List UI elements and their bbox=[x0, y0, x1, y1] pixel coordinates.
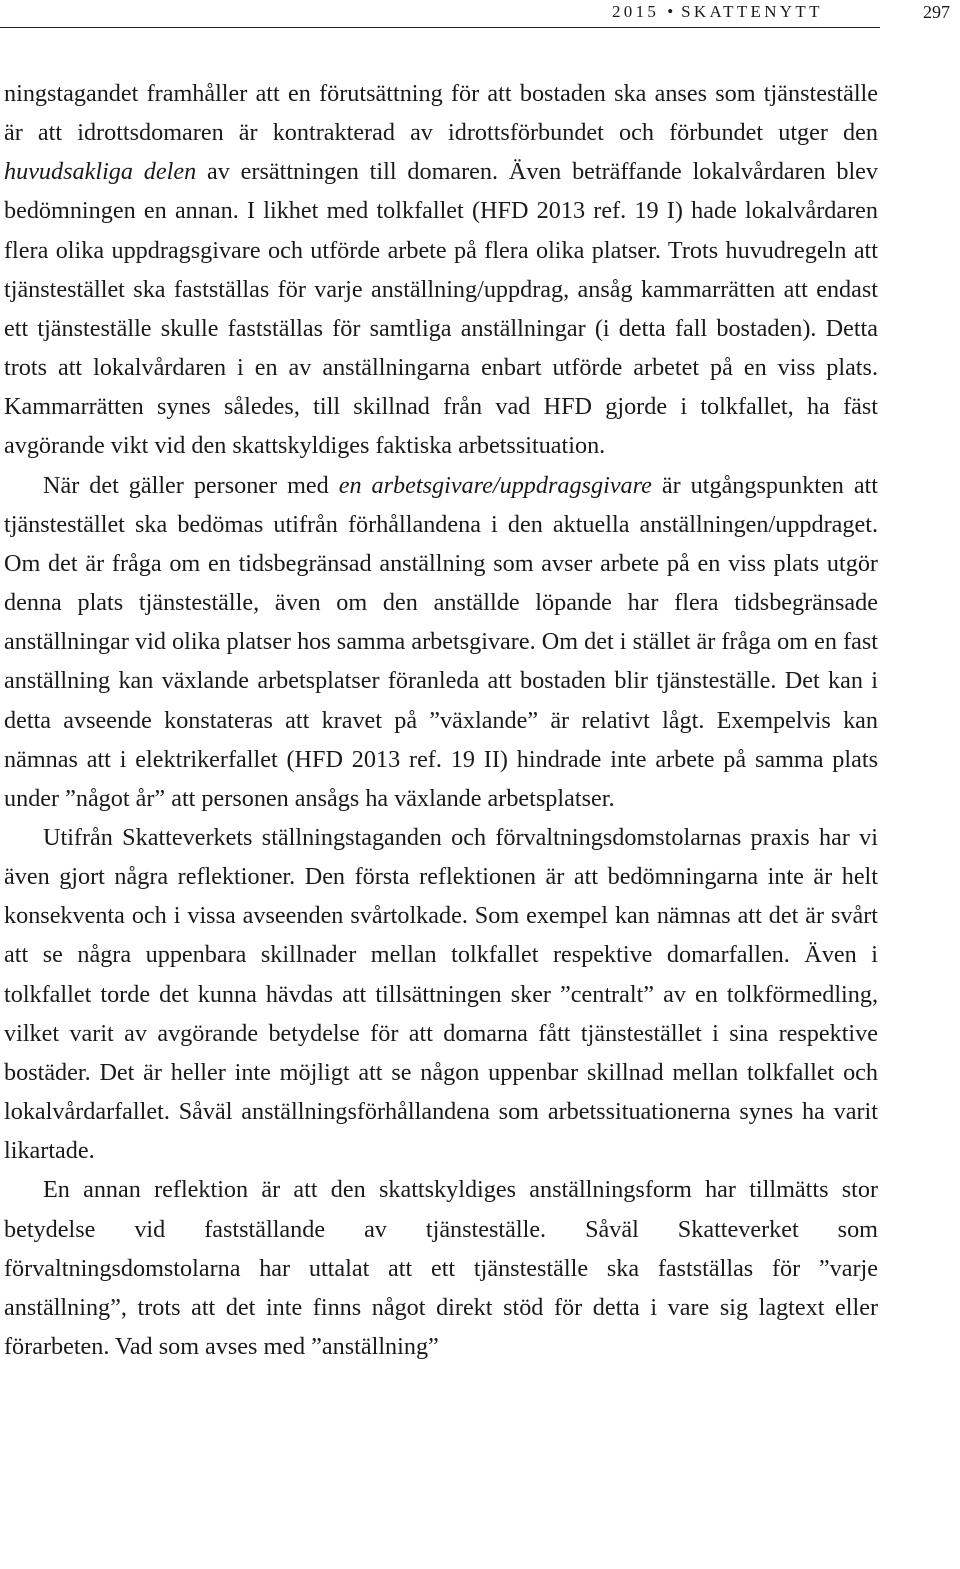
running-head bbox=[612, 0, 823, 24]
emphasis-text: en arbetsgivare/uppdragsgivare bbox=[338, 471, 652, 499]
paragraph bbox=[4, 466, 878, 818]
paragraph-text: En annan reflektion är att den skattskyldiges anställningsform har tillmätts stor betydelse vid fastställande av tjänsteställe. Såväl Skatteverket som förvaltningsdomstolarna har uttalat att ett tjänsteställe ska fastställas för ”varje anställning”, trots att det inte finns något direkt stöd för detta i vare sig lagtext eller förarbeten. Vad som avses med ”anställning” bbox=[4, 1176, 878, 1360]
paragraph-text: ningstagandet framhåller att en förutsättning för att bostaden ska anses som tjänsteställe är att idrottsdomaren är kontrakterad av idrottsförbundet och förbundet utger den bbox=[4, 80, 878, 147]
running-head-journal: SKATTENYTT bbox=[681, 2, 823, 21]
paragraph-text: När det gäller personer med bbox=[43, 471, 339, 499]
paragraph bbox=[4, 1170, 878, 1366]
header-rule bbox=[0, 27, 880, 28]
paragraph-text: är utgångspunkten att tjänstestället ska bedömas utifrån förhållandena i den aktuella anställningen/uppdraget. Om det är fråga om en tidsbegränsad anställning som avser arbete på en viss plats utgör denna plats tjänsteställe, även om den anställde löpande har flera tidsbegränsade anställningar vid olika platser hos samma arbetsgivare. Om det i stället är fråga om en fast anställning kan växlande arbetsplatser föranleda att bostaden blir tjänsteställe. Det kan i detta avseende konstateras att kravet på ”växlande” är relativt lågt. Exempelvis kan nämnas att i elektrikerfallet (HFD 2013 ref. 19 II) hindrade inte arbete på samma plats under ”något år” att personen ansågs ha växlande arbetsplatser. bbox=[4, 471, 878, 812]
paragraph-text: av ersättningen till domaren. Även beträffande lokalvårdaren blev bedömningen en annan. I likhet med tolkfallet (HFD 2013 ref. 19 I) hade lokalvårdaren flera olika uppdragsgivare och utförde arbete på flera olika platser. Trots huvudregeln att tjänstestället ska fastställas för varje anställning/uppdrag, ansåg kammarrätten att endast ett tjänsteställe skulle fastställas för samtliga anställningar (i detta fall bostaden). Detta trots att lokalvårdaren i en av anställningarna enbart utförde arbetet på en viss plats. Kammarrätten synes således, till skillnad från vad HFD gjorde i tolkfallet, ha fäst avgörande vikt vid den skattskyldiges faktiska arbetssituation. bbox=[4, 158, 878, 460]
paragraph bbox=[4, 818, 878, 1170]
page-number: 297 bbox=[923, 2, 950, 22]
running-head-year: 2015 bbox=[612, 2, 660, 21]
bullet-separator-icon: • bbox=[667, 2, 674, 21]
emphasis-text: huvudsakliga delen bbox=[4, 158, 197, 186]
paragraph bbox=[4, 74, 878, 466]
paragraph-text: Utifrån Skatteverkets ställningstaganden och förvaltningsdomstolarnas praxis har vi även gjort några reflektioner. Den första reflektionen är att bedömningarna inte är helt konsekventa och i vissa avseenden svårtolkade. Som exempel kan nämnas att det är svårt att se några uppenbara skillnader mellan tolkfallet respektive domarfallen. Även i tolkfallet torde det kunna hävdas att tillsättningen sker ”centralt” av en tolkförmedling, vilket varit av avgörande betydelse för att domarna fått tjänstestället i sina respektive bostäder. Det är heller inte möjligt att se någon uppenbar skillnad mellan tolkfallet och lokalvårdarfallet. Såväl anställningsförhållandena som arbetssituationerna synes ha varit likartade. bbox=[4, 823, 878, 1165]
running-header bbox=[0, 0, 960, 30]
body-text bbox=[4, 74, 878, 1366]
